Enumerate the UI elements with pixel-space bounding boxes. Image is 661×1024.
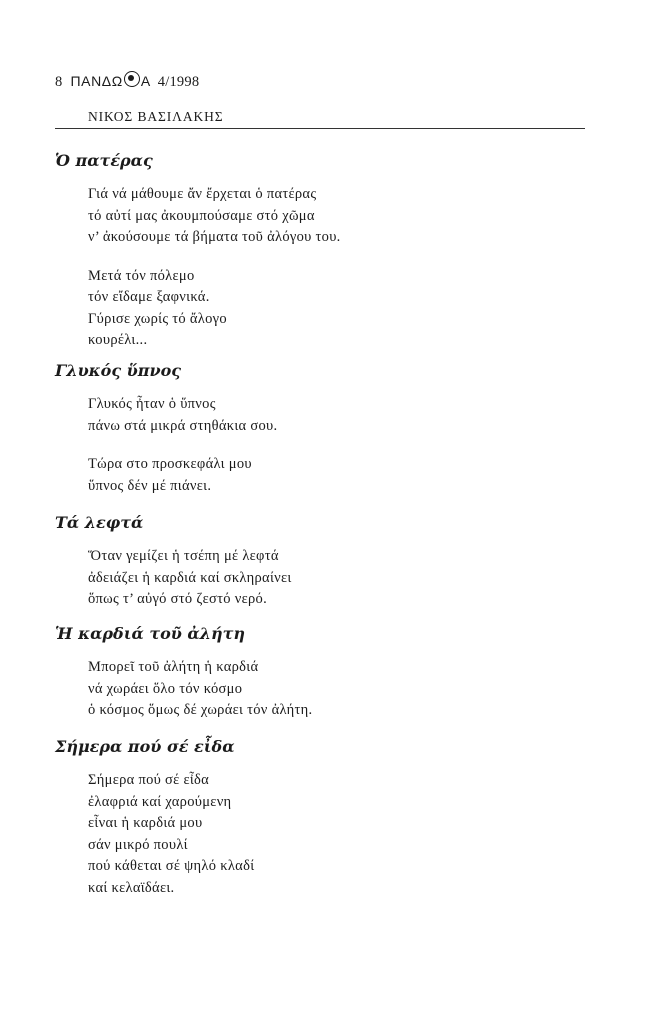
stanza (88, 657, 313, 722)
poem-line: ἐλαφριά καί χαρούμενη (88, 793, 232, 810)
poem-line: Γιά νά μάθουμε ἄν ἔρχεται ὁ πατέρας (88, 186, 317, 202)
poem-line: πού κάθεται σέ ψηλό κλαδί (88, 858, 255, 874)
poem-line: τό αὐτί μας ἀκουμπούσαμε στό χῶμα (88, 207, 315, 224)
journal-name-prefix: ΠΑΝΔΩ (70, 73, 123, 89)
stanza (88, 394, 277, 437)
poem-title: Ἡ καρδιά τοῦ ἀλήτη (55, 624, 245, 643)
poem-title: Τά λεφτά (55, 513, 144, 532)
journal-name-suffix: Α (140, 73, 151, 89)
poem-line: καί κελαϊδάει. (88, 879, 175, 896)
poem-line: σάν μικρό πουλί (88, 836, 188, 853)
poem-line: νά χωράει ὅλο τόν κόσμο (88, 680, 243, 697)
header-rule (55, 128, 585, 129)
poem-line: ὕπνος δέν μέ πιάνει. (88, 477, 212, 494)
poem (55, 513, 292, 611)
page-header (55, 71, 199, 91)
poem-line: Γύρισε χωρίς τό ἄλογο (88, 310, 227, 327)
stanza (88, 184, 341, 249)
stanza (88, 454, 277, 497)
poem-title: Γλυκός ὕπνος (55, 361, 181, 380)
issue-number: 4/1998 (157, 74, 200, 90)
poem-title: Ὁ πατέρας (55, 151, 153, 170)
poem-line: ὁ κόσμος ὅμως δέ χωράει τόν ἀλήτη. (88, 702, 313, 718)
journal-logo-icon (124, 71, 140, 87)
poem-line: Σήμερα πού σέ εἶδα (88, 772, 210, 788)
author-name: ΝΙΚΟΣ ΒΑΣΙΛΑΚΗΣ (88, 109, 224, 124)
poem-line: ὅπως τ’ αὐγό στό ζεστό νερό. (88, 591, 268, 607)
poem-title: Σήμερα πού σέ εἶδα (55, 737, 235, 756)
poem-line: Ὅταν γεμίζει ἡ τσέπη μέ λεφτά (88, 548, 279, 564)
poem-line: εἶναι ἡ καρδιά μου (88, 815, 203, 831)
poem-line: κουρέλι... (88, 332, 148, 348)
stanza (88, 266, 341, 352)
poem (55, 737, 254, 899)
poem-line: Μετά τόν πόλεμο (88, 267, 195, 284)
poem-line: ἀδειάζει ἡ καρδιά καί σκληραίνει (88, 569, 292, 586)
poem-line: πάνω στά μικρά στηθάκια σου. (88, 417, 278, 434)
poem (55, 361, 277, 497)
poem-line: Τώρα στο προσκεφάλι μου (88, 456, 252, 472)
poem-line: ν’ ἀκούσουμε τά βήματα τοῦ ἀλόγου του. (88, 229, 341, 245)
poem (55, 624, 313, 722)
stanza (88, 546, 292, 611)
journal-name (70, 71, 150, 89)
poem (55, 151, 341, 352)
page-number: 8 (55, 74, 63, 90)
poem-line: Γλυκός ἦταν ὁ ὕπνος (88, 396, 216, 412)
poem-line: τόν εἴδαμε ξαφνικά. (88, 289, 210, 305)
stanza (88, 770, 254, 899)
poem-line: Μπορεῖ τοῦ ἀλήτη ἡ καρδιά (88, 659, 259, 675)
